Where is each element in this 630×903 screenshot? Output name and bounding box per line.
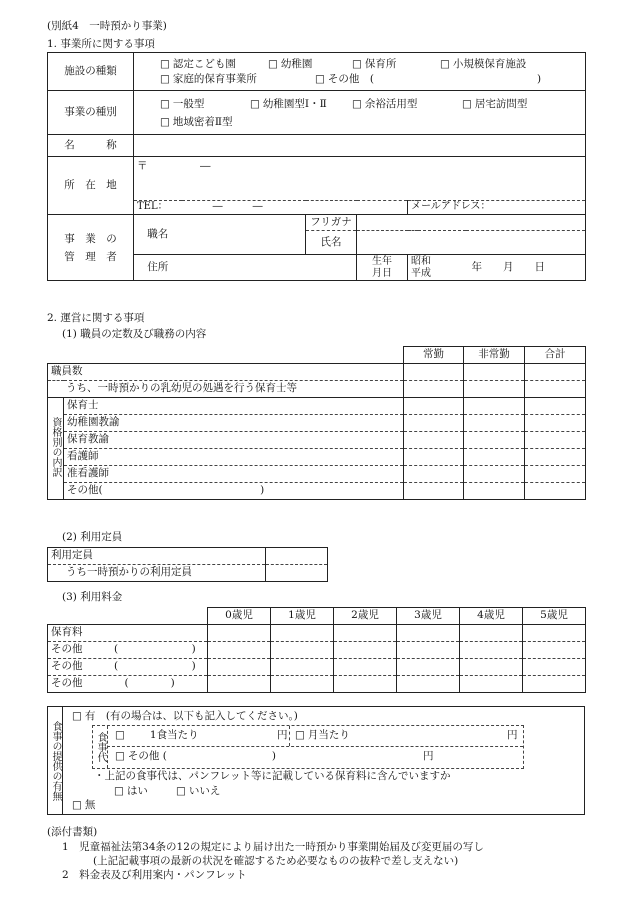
business-type-label: 事業の種別 bbox=[48, 91, 134, 135]
per-meal-checkbox[interactable] bbox=[115, 729, 199, 742]
document-title: (別紙4 一時預かり事業) bbox=[47, 20, 167, 32]
fee-cell[interactable] bbox=[523, 642, 586, 659]
col-age2: 2歳児 bbox=[334, 608, 397, 625]
fee-cell[interactable] bbox=[523, 625, 586, 642]
nursery-staff-parttime[interactable] bbox=[464, 381, 525, 398]
manager-name-label: 氏名 bbox=[306, 231, 357, 255]
col-age4: 4歳児 bbox=[460, 608, 523, 625]
section1-heading: 1. 事業所に関する事項 bbox=[47, 38, 155, 50]
meals-label-cell bbox=[48, 707, 63, 814]
breakdown-label-text: 資格別の内訳 bbox=[50, 416, 61, 477]
meals-label: 食事の提供の有無 bbox=[50, 720, 61, 801]
anurse-total[interactable] bbox=[525, 466, 586, 483]
staff-count-fulltime[interactable] bbox=[404, 364, 464, 381]
per-month-checkbox[interactable]: □ 月当たり bbox=[295, 729, 350, 742]
address-label: 所 在 地 bbox=[48, 157, 134, 215]
fee-heading: (3) 利用料金 bbox=[62, 591, 123, 603]
business-type-options bbox=[134, 91, 586, 135]
residence-field[interactable] bbox=[182, 255, 357, 281]
section2-heading: 2. 運営に関する事項 bbox=[47, 312, 145, 324]
meals-no-checkbox[interactable]: □ 無 bbox=[72, 799, 95, 812]
kteacher-total[interactable] bbox=[525, 415, 586, 432]
breakdown-label bbox=[48, 398, 64, 500]
meals-q-yes[interactable]: □ はい bbox=[114, 785, 148, 798]
checkbox-home-visit-type[interactable]: □ 居宅訪問型 bbox=[462, 95, 527, 113]
fee-row-other2[interactable]: その他 ( ) bbox=[48, 659, 208, 676]
capacity-table bbox=[47, 547, 328, 582]
hoikushi-fulltime[interactable] bbox=[404, 398, 464, 415]
facility-table bbox=[47, 52, 586, 281]
other-parttime[interactable] bbox=[464, 483, 525, 500]
fee-cell[interactable] bbox=[397, 642, 460, 659]
fee-cell[interactable] bbox=[271, 659, 334, 676]
fee-cell[interactable] bbox=[271, 676, 334, 693]
meals-q-no[interactable]: □ いいえ bbox=[176, 785, 220, 798]
checkbox-facility-other[interactable]: □ その他 ( bbox=[315, 72, 537, 87]
hoikushi-parttime[interactable] bbox=[464, 398, 525, 415]
meals-box bbox=[47, 706, 585, 815]
fee-cell[interactable] bbox=[397, 659, 460, 676]
fee-cell[interactable] bbox=[523, 659, 586, 676]
manager-label bbox=[48, 215, 134, 281]
fee-cell[interactable] bbox=[271, 642, 334, 659]
nteacher-fulltime[interactable] bbox=[404, 432, 464, 449]
row-hoikushi: 保育士 bbox=[64, 398, 404, 415]
staff-heading: (1) 職員の定数及び職務の内容 bbox=[62, 328, 207, 340]
checkbox-surplus-type[interactable]: □ 余裕活用型 bbox=[352, 95, 462, 113]
manager-label-bottom: 管 理 者 bbox=[64, 250, 117, 263]
staff-count-label: 職員数 bbox=[48, 364, 404, 381]
fee-cell[interactable] bbox=[460, 642, 523, 659]
col-fulltime: 常勤 bbox=[404, 347, 464, 364]
furigana-field[interactable] bbox=[357, 215, 586, 231]
fee-cell[interactable] bbox=[523, 676, 586, 693]
row-staff-other[interactable]: その他( ) bbox=[64, 483, 404, 500]
per-meal-label: 1食当たり bbox=[149, 729, 199, 741]
birth-label-a: 生年 bbox=[372, 255, 392, 267]
birth-label-b: 月日 bbox=[372, 267, 392, 279]
fee-cell[interactable] bbox=[397, 676, 460, 693]
checkbox-community-type[interactable]: □ 地域密着Ⅱ型 bbox=[160, 113, 233, 131]
address-mail[interactable]: メールアドレス： bbox=[408, 201, 586, 215]
facility-type-label: 施設の種類 bbox=[48, 53, 134, 91]
facility-other-close: ) bbox=[537, 72, 542, 85]
meal-cost-label: 食事代 bbox=[95, 732, 106, 762]
fee-cell[interactable] bbox=[334, 625, 397, 642]
fee-row-other1[interactable]: その他 ( ) bbox=[48, 642, 208, 659]
staff-count-total[interactable] bbox=[525, 364, 586, 381]
fee-cell[interactable] bbox=[208, 625, 271, 642]
position-field[interactable] bbox=[182, 215, 306, 255]
col-age3: 3歳児 bbox=[397, 608, 460, 625]
era-label bbox=[408, 255, 466, 281]
row-kindergarten-teacher: 幼稚園教諭 bbox=[64, 415, 404, 432]
furigana-label: フリガナ bbox=[306, 215, 357, 231]
row-nursery-teacher: 保育教諭 bbox=[64, 432, 404, 449]
row-assistant-nurse: 准看護師 bbox=[64, 466, 404, 483]
fee-cell[interactable] bbox=[208, 642, 271, 659]
checkbox-general[interactable]: □ 一般型 bbox=[160, 95, 250, 113]
fee-table bbox=[47, 607, 586, 693]
meals-yes-checkbox[interactable]: □ 有 (有の場合は、以下も記入してください。) bbox=[72, 710, 298, 723]
nurse-total[interactable] bbox=[525, 449, 586, 466]
nursery-staff-fulltime[interactable] bbox=[404, 381, 464, 398]
row-nurse: 看護師 bbox=[64, 449, 404, 466]
col-age1: 1歳児 bbox=[271, 608, 334, 625]
nteacher-parttime[interactable] bbox=[464, 432, 525, 449]
col-age5: 5歳児 bbox=[523, 608, 586, 625]
checkbox-home-nursery[interactable]: □ 家庭的保育事業所 bbox=[160, 72, 315, 87]
per-month-yen: 円 bbox=[507, 729, 518, 741]
manager-label-top: 事 業 の bbox=[64, 232, 117, 245]
fee-cell[interactable] bbox=[397, 625, 460, 642]
col-age0: 0歳児 bbox=[208, 608, 271, 625]
kteacher-parttime[interactable] bbox=[464, 415, 525, 432]
hoikushi-total[interactable] bbox=[525, 398, 586, 415]
checkbox-small-nursery[interactable]: □ 小規模保育施設 bbox=[440, 57, 526, 72]
fee-cell[interactable] bbox=[460, 659, 523, 676]
name-field[interactable] bbox=[134, 135, 586, 157]
checkbox-nursery[interactable]: □ 保育所 bbox=[352, 57, 440, 72]
address-postal[interactable]: 〒 ― bbox=[134, 157, 586, 201]
capacity-field[interactable] bbox=[266, 548, 328, 565]
temp-capacity-field[interactable] bbox=[266, 565, 328, 582]
anurse-fulltime[interactable] bbox=[404, 466, 464, 483]
fee-cell[interactable] bbox=[460, 625, 523, 642]
per-meal-yen: 円 bbox=[277, 729, 288, 741]
meal-other-checkbox[interactable]: □ その他 ( ) bbox=[115, 750, 276, 763]
meals-question: ・上記の食事代は、パンフレット等に記載している保育料に含んでいますか bbox=[94, 770, 451, 782]
nursery-staff-label: うち、一時預かりの乳幼児の処遇を行う保育士等 bbox=[48, 381, 404, 398]
address-tel[interactable]: TEL： ― ― bbox=[134, 201, 408, 215]
manager-name-field[interactable] bbox=[357, 231, 586, 255]
meal-other-yen: 円 bbox=[423, 750, 434, 762]
other-total[interactable] bbox=[525, 483, 586, 500]
fee-cell[interactable] bbox=[334, 676, 397, 693]
checkbox-kindergarten[interactable]: □ 幼稚園 bbox=[268, 57, 352, 72]
attachments-heading: (添付書類) bbox=[47, 826, 98, 838]
meal-cost-box bbox=[92, 725, 524, 769]
era-heisei[interactable]: 平成 bbox=[411, 267, 431, 279]
fee-cell[interactable] bbox=[271, 625, 334, 642]
name-label: 名 称 bbox=[48, 135, 134, 157]
fee-row-childcare: 保育料 bbox=[48, 625, 208, 642]
facility-type-options bbox=[134, 53, 586, 91]
checkbox-nintei[interactable]: □ 認定こども園 bbox=[160, 57, 268, 72]
fee-cell[interactable] bbox=[460, 676, 523, 693]
residence-label: 住所 bbox=[134, 255, 182, 281]
fee-row-other3[interactable]: その他 ( ) bbox=[48, 676, 208, 693]
col-parttime: 非常勤 bbox=[464, 347, 525, 364]
attachment-item-1: 1 児童福祉法第34条の12の規定により届け出た一時預かり事業開始届及び変更届の写し bbox=[62, 841, 484, 853]
staff-table bbox=[47, 346, 586, 500]
fee-cell[interactable] bbox=[208, 676, 271, 693]
staff-count-parttime[interactable] bbox=[464, 364, 525, 381]
nteacher-total[interactable] bbox=[525, 432, 586, 449]
attachment-item-1-note: (上記記載事項の最新の状況を確認するため必要なものの抜粋で差し支えない) bbox=[93, 855, 459, 867]
capacity-label: 利用定員 bbox=[48, 548, 266, 565]
fee-cell[interactable] bbox=[208, 659, 271, 676]
position-label: 職名 bbox=[134, 215, 182, 255]
era-showa[interactable]: 昭和 bbox=[411, 255, 431, 267]
fee-cell[interactable] bbox=[334, 659, 397, 676]
birthdate-field[interactable]: 年 月 日 bbox=[466, 255, 586, 281]
col-total: 合計 bbox=[525, 347, 586, 364]
anurse-parttime[interactable] bbox=[464, 466, 525, 483]
capacity-heading: (2) 利用定員 bbox=[62, 531, 123, 543]
nurse-parttime[interactable] bbox=[464, 449, 525, 466]
fee-cell[interactable] bbox=[334, 642, 397, 659]
kteacher-fulltime[interactable] bbox=[404, 415, 464, 432]
birthdate-label bbox=[357, 255, 408, 281]
temp-capacity-label: うち一時預かりの利用定員 bbox=[48, 565, 266, 582]
other-fulltime[interactable] bbox=[404, 483, 464, 500]
nursery-staff-total[interactable] bbox=[525, 381, 586, 398]
checkbox-kindergarten-type[interactable]: □ 幼稚園型Ⅰ・Ⅱ bbox=[250, 95, 352, 113]
nurse-fulltime[interactable] bbox=[404, 449, 464, 466]
attachment-item-2: 2 料金表及び利用案内・パンフレット bbox=[62, 869, 247, 881]
